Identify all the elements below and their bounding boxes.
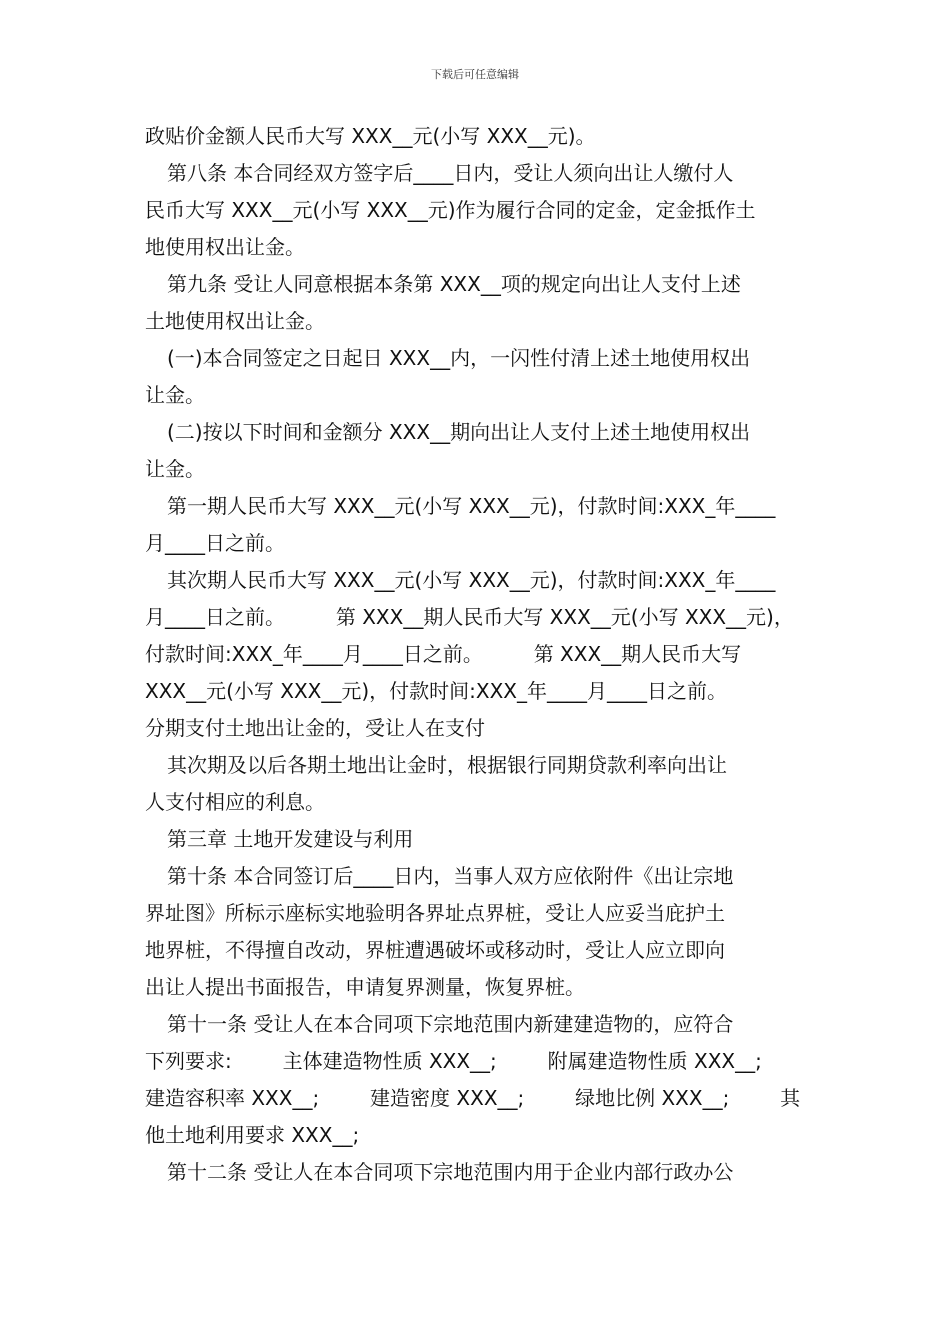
text-line: 第十二条 受让人在本合同项下宗地范围内用于企业内部行政办公 bbox=[167, 1160, 734, 1184]
text-line: 第八条 本合同经双方签字后____日内，受让人须向出让人缴付人 bbox=[167, 161, 734, 185]
text-line: 让金。 bbox=[145, 457, 205, 481]
text-line: (二)按以下时间和金额分 XXX__期向出让人支付上述土地使用权出 bbox=[167, 420, 751, 444]
text-line: 下列要求: 主体建造物性质 XXX__; 附属建造物性质 XXX__; bbox=[145, 1049, 762, 1073]
text-line: 第一期人民币大写 XXX__元(小写 XXX__元)，付款时间:XXX_年____ bbox=[167, 494, 776, 518]
text-line: 月____日之前。 bbox=[145, 531, 285, 555]
text-line: XXX__元(小写 XXX__元)，付款时间:XXX_年____月____日之前。 bbox=[145, 679, 728, 703]
text-line: 他土地利用要求 XXX__; bbox=[145, 1123, 360, 1147]
text-line: 建造容积率 XXX__; 建造密度 XXX__; 绿地比例 XXX__; 其 bbox=[145, 1086, 801, 1110]
text-line: 分期支付土地出让金的，受让人在支付 bbox=[145, 716, 485, 740]
text-line: 第九条 受让人同意根据本条第 XXX__项的规定向出让人支付上述 bbox=[167, 272, 741, 296]
text-line: 界址图》所标示座标实地验明各界址点界桩，受让人应妥当庇护土 bbox=[145, 901, 725, 925]
text-line: 地界桩，不得擅自改动，界桩遭遇破坏或移动时，受让人应立即向 bbox=[145, 938, 725, 962]
text-line: 其次期人民币大写 XXX__元(小写 XXX__元)，付款时间:XXX_年____ bbox=[167, 568, 776, 592]
text-line: 其次期及以后各期土地出让金时，根据银行同期贷款利率向出让 bbox=[167, 753, 727, 777]
text-line: (一)本合同签定之日起日 XXX__内，一闪性付清上述土地使用权出 bbox=[167, 346, 751, 370]
text-line: 民币大写 XXX__元(小写 XXX__元)作为履行合同的定金，定金抵作土 bbox=[145, 198, 756, 222]
text-line: 第十一条 受让人在本合同项下宗地范围内新建建造物的，应符合 bbox=[167, 1012, 734, 1036]
text-line: 月____日之前。 第 XXX__期人民币大写 XXX__元(小写 XXX__元)， bbox=[145, 605, 794, 629]
text-line: 地使用权出让金。 bbox=[145, 235, 305, 259]
text-line: 让金。 bbox=[145, 383, 205, 407]
text-line: 付款时间:XXX_年____月____日之前。 第 XXX__期人民币大写 bbox=[145, 642, 742, 666]
text-line: 土地使用权出让金。 bbox=[145, 309, 325, 333]
page-header-note: 下载后可任意编辑 bbox=[431, 68, 519, 81]
text-line: 出让人提出书面报告，申请复界测量，恢复界桩。 bbox=[145, 975, 585, 999]
text-line: 第十条 本合同签订后____日内，当事人双方应依附件《出让宗地 bbox=[167, 864, 734, 888]
text-line: 人支付相应的利息。 bbox=[145, 790, 325, 814]
text-line: 政贴价金额人民币大写 XXX__元(小写 XXX__元)。 bbox=[145, 124, 596, 148]
document-body bbox=[145, 118, 815, 1191]
text-line: 第三章 土地开发建设与利用 bbox=[167, 827, 414, 851]
